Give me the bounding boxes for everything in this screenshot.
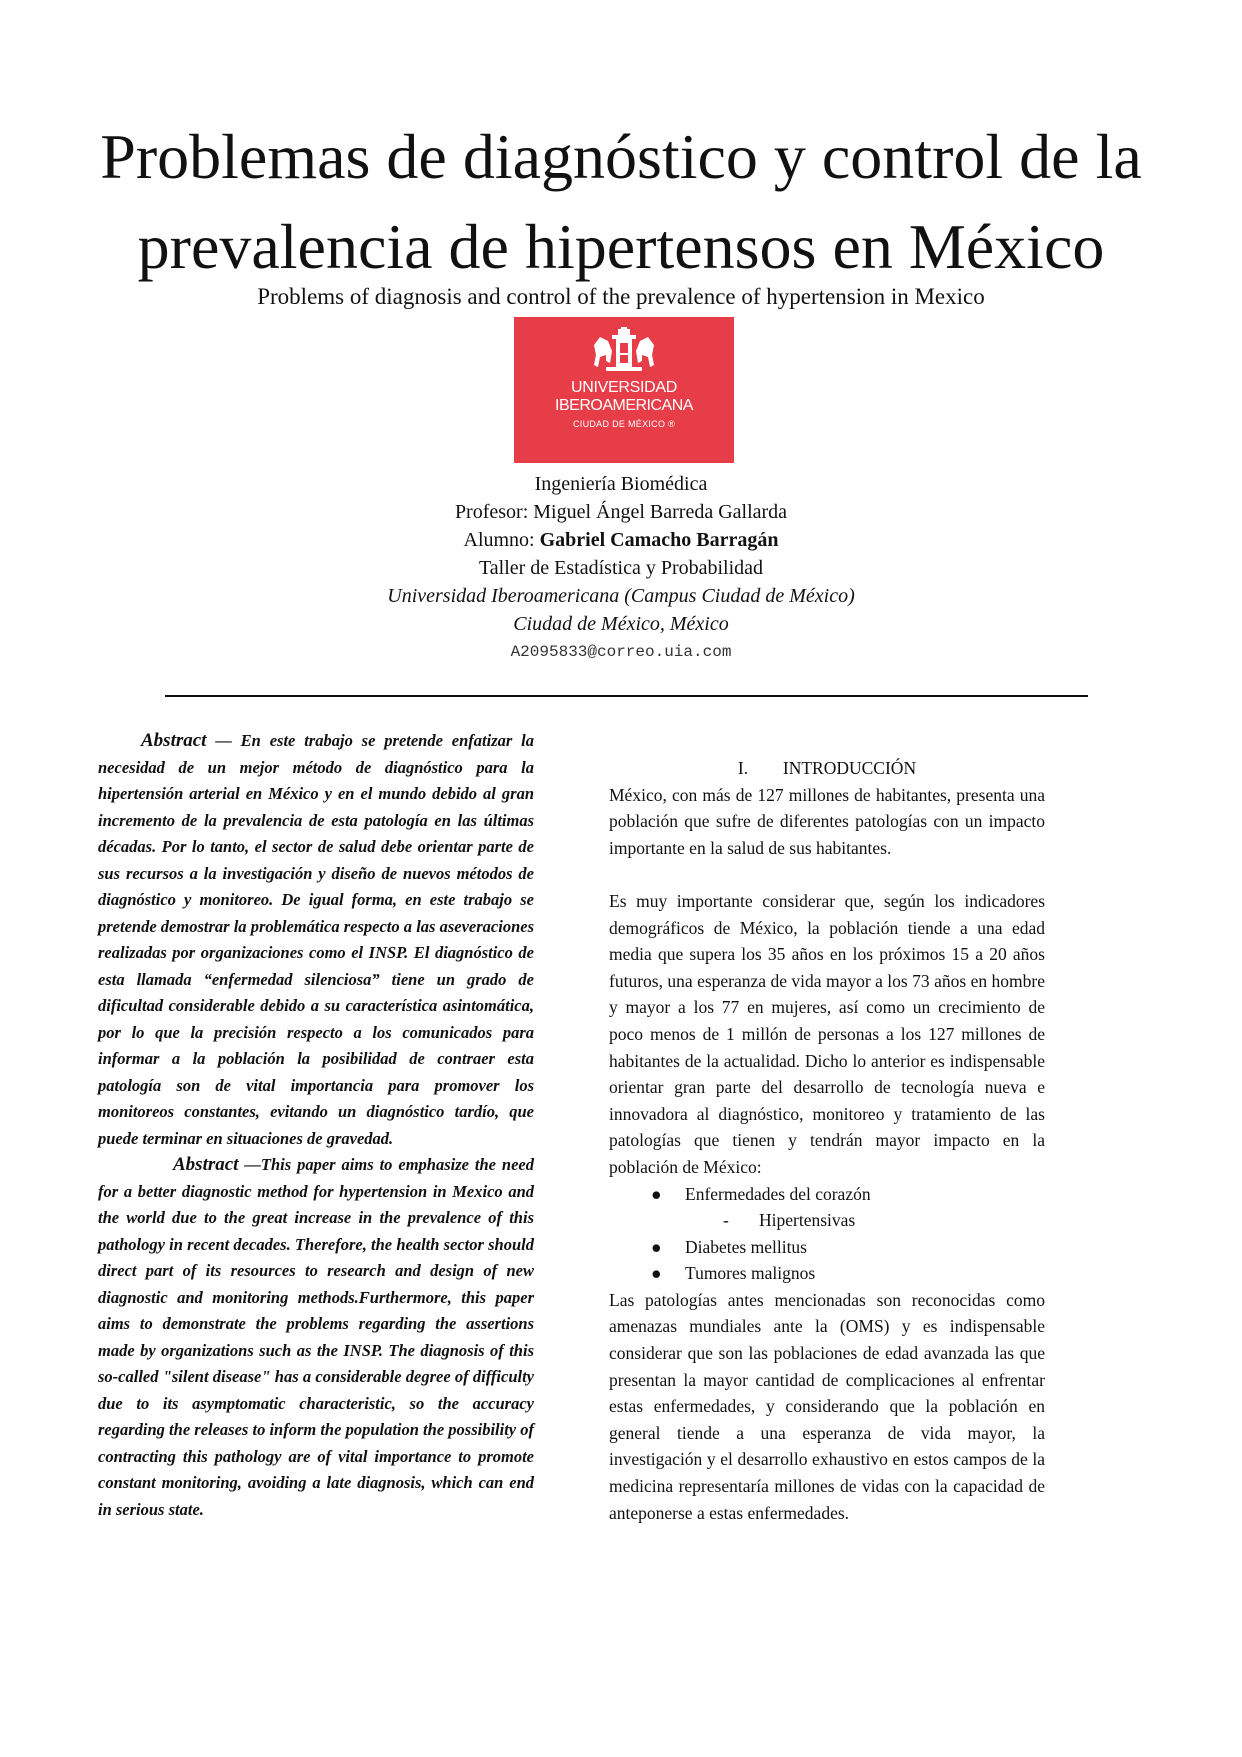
university-logo bbox=[514, 317, 734, 463]
abstract-column bbox=[98, 728, 534, 1523]
paper-subtitle: Problems of diagnosis and control of the prevalence of hypertension in Mexico bbox=[257, 284, 985, 309]
author-block bbox=[260, 470, 982, 666]
paper-title: Problemas de diagnóstico y control de la prevalencia de hipertensos en México bbox=[100, 121, 1142, 282]
introduction-column bbox=[609, 755, 1045, 1526]
logo-text-universidad: UNIVERSIDAD bbox=[570, 379, 678, 396]
section-number: I. bbox=[737, 758, 749, 778]
bullet-icon: ● bbox=[651, 1263, 662, 1284]
section-heading bbox=[609, 755, 1045, 782]
list-item: ● Tumores malignos bbox=[609, 1260, 1045, 1287]
list-item: ● Enfermedades del corazón bbox=[609, 1181, 1045, 1208]
abstract-spanish: Abstract — En este trabajo se pretende enfatizar la necesidad de un mejor método de diagnóstico para la hipertensión arterial en México y en el mundo debido al gran incremento de la prevalencia de esta patología en las últimas décadas. Por lo tanto, el sector de salud debe orientar parte de sus recursos a la investigación y diseño de nuevos métodos de diagnóstico y monitoreo. De igual forma, en este trabajo se pretende demostrar la problemática respecto a las aseveraciones realizadas por organizaciones como el INSP. El diagnóstico de esta llamada “enfermedad silenciosa” tiene un grado de dificultad considerable debido a su característica asintomática, por lo que la precisión respecto a los comunicados para informar a la población la posibilidad de contraer esta patología son de vital importancia para promover los monitoreos constantes, evitando un diagnóstico tardío, que puede terminar en situaciones de gravedad. bbox=[98, 730, 534, 1148]
logo-text-iberoamericana: IBEROAMERICANA bbox=[555, 397, 693, 414]
crest-icon bbox=[586, 327, 662, 377]
abstract-heading: Abstract bbox=[173, 1154, 239, 1175]
list-item: ● Diabetes mellitus bbox=[609, 1234, 1045, 1261]
course: Taller de Estadística y Probabilidad bbox=[478, 557, 764, 579]
bullet-icon: ● bbox=[651, 1236, 662, 1257]
abstract-heading: Abstract bbox=[141, 730, 207, 751]
student-name: Gabriel Camacho Barragán bbox=[539, 529, 779, 551]
professor-line: Profesor: Miguel Ángel Barreda Gallarda bbox=[454, 501, 788, 523]
professor-name: Miguel Ángel Barreda Gallarda bbox=[533, 501, 788, 523]
abstract-english-text: This paper aims to emphasize the need for a better diagnostic method for hypertension in Mexico and the world due to the great increase in the prevalence of this pathology in recent decades. Therefore, the health sector should direct part of its resources to research and design of new diagnostic and monitoring methods.Furthermore, this paper aims to demonstrate the problems regarding the assertions made by organizations such as the INSP. The diagnosis of this so-called "silent disease" has a considerable degree of difficulty due to its asymptomatic characteristic, so the accuracy regarding the releases to inform the population the possibility of contracting this pathology are of vital importance to promote constant monitoring, avoiding a late diagnosis, which can end in serious state. bbox=[98, 1155, 535, 1519]
logo-text-campus: CIUDAD DE MÉXICO ® bbox=[572, 419, 676, 429]
list-item: - Hipertensivas bbox=[609, 1207, 1045, 1234]
dash-icon: - bbox=[723, 1210, 729, 1231]
student-line: Alumno: Gabriel Camacho Barragán bbox=[463, 529, 779, 551]
abstract-english: Abstract —This paper aims to emphasize the need for a better diagnostic method for hypertension in Mexico and the world due to the great increase in the prevalence of this pathology in recent decades. Therefore, the health sector should direct part of its resources to research and design of new diagnostic and monitoring methods.Furthermore, this paper aims to demonstrate the problems regarding the assertions made by organizations such as the INSP. The diagnosis of this so-called "silent disease" has a considerable degree of difficulty due to its asymptomatic characteristic, so the accuracy regarding the releases to inform the population the possibility of contracting this pathology are of vital importance to promote constant monitoring, avoiding a late diagnosis, which can end in serious state. bbox=[98, 1154, 535, 1519]
pathology-list bbox=[609, 1181, 1045, 1287]
intro-paragraph-2: Es muy importante considerar que, según los indicadores demográficos de México, la población tiende a una edad media que supera los 35 años en los próximos 15 a 20 años futuros, una esperanza de vida mayor a los 73 años en hombre y mayor a los 77 en mujeres, así como un crecimiento de poco menos de 1 millón de personas a los 127 millones de habitantes de la actualidad. Dicho lo anterior es indispensable orientar gran parte del desarrollo de tecnología nueva e innovadora al diagnóstico, monitoreo y tratamiento de las patologías que tienen y tendrán mayor impacto en la población de México: bbox=[609, 890, 1045, 1177]
abstract-spanish-text: En este trabajo se pretende enfatizar la necesidad de un mejor método de diagnóstico para la hipertensión arterial en México y en el mundo debido al gran incremento de la prevalencia de esta patología en las últimas décadas. Por lo tanto, el sector de salud debe orientar parte de sus recursos a la investigación y diseño de nuevos métodos de diagnóstico y monitoreo. De igual forma, en este trabajo se pretende demostrar la problemática respecto a las aseveraciones realizadas por organizaciones como el INSP. El diagnóstico de esta llamada “enfermedad silenciosa” tiene un grado de dificultad considerable debido a su característica asintomática, por lo que la precisión respecto a los comunicados para informar a la población la posibilidad de contraer esta patología son de vital importancia para promover los monitoreos constantes, evitando un diagnóstico tardío, que puede terminar en situaciones de gravedad. bbox=[98, 731, 534, 1148]
city: Ciudad de México, México bbox=[513, 613, 729, 635]
program: Ingeniería Biomédica bbox=[534, 473, 708, 495]
university: Universidad Iberoamericana (Campus Ciudad de México) bbox=[387, 585, 855, 607]
bullet-icon: ● bbox=[651, 1183, 662, 1204]
section-title: INTRODUCCIÓN bbox=[782, 758, 917, 778]
intro-paragraph-1: México, con más de 127 millones de habitantes, presenta una población que sufre de diferentes patologías con un impacto importante en la salud de sus habitantes. bbox=[609, 784, 1045, 858]
intro-paragraph-3: Las patologías antes mencionadas son reconocidas como amenazas mundiales ante la (OMS) y es indispensable considerar que son las poblaciones de edad avanzada las que presentan la mayor cantidad de complicaciones al enfrentar estas enfermedades, y considerando que la población en general tiende a una esperanza de vida mayor, la investigación y el desarrollo exhaustivo en estos campos de la medicina representaría millones de vidas con la capacidad de anteponerse a estas enfermedades. bbox=[609, 1289, 1045, 1523]
header-divider bbox=[165, 695, 1088, 697]
email-link[interactable]: A2095833@correo.uia.com bbox=[510, 643, 732, 661]
